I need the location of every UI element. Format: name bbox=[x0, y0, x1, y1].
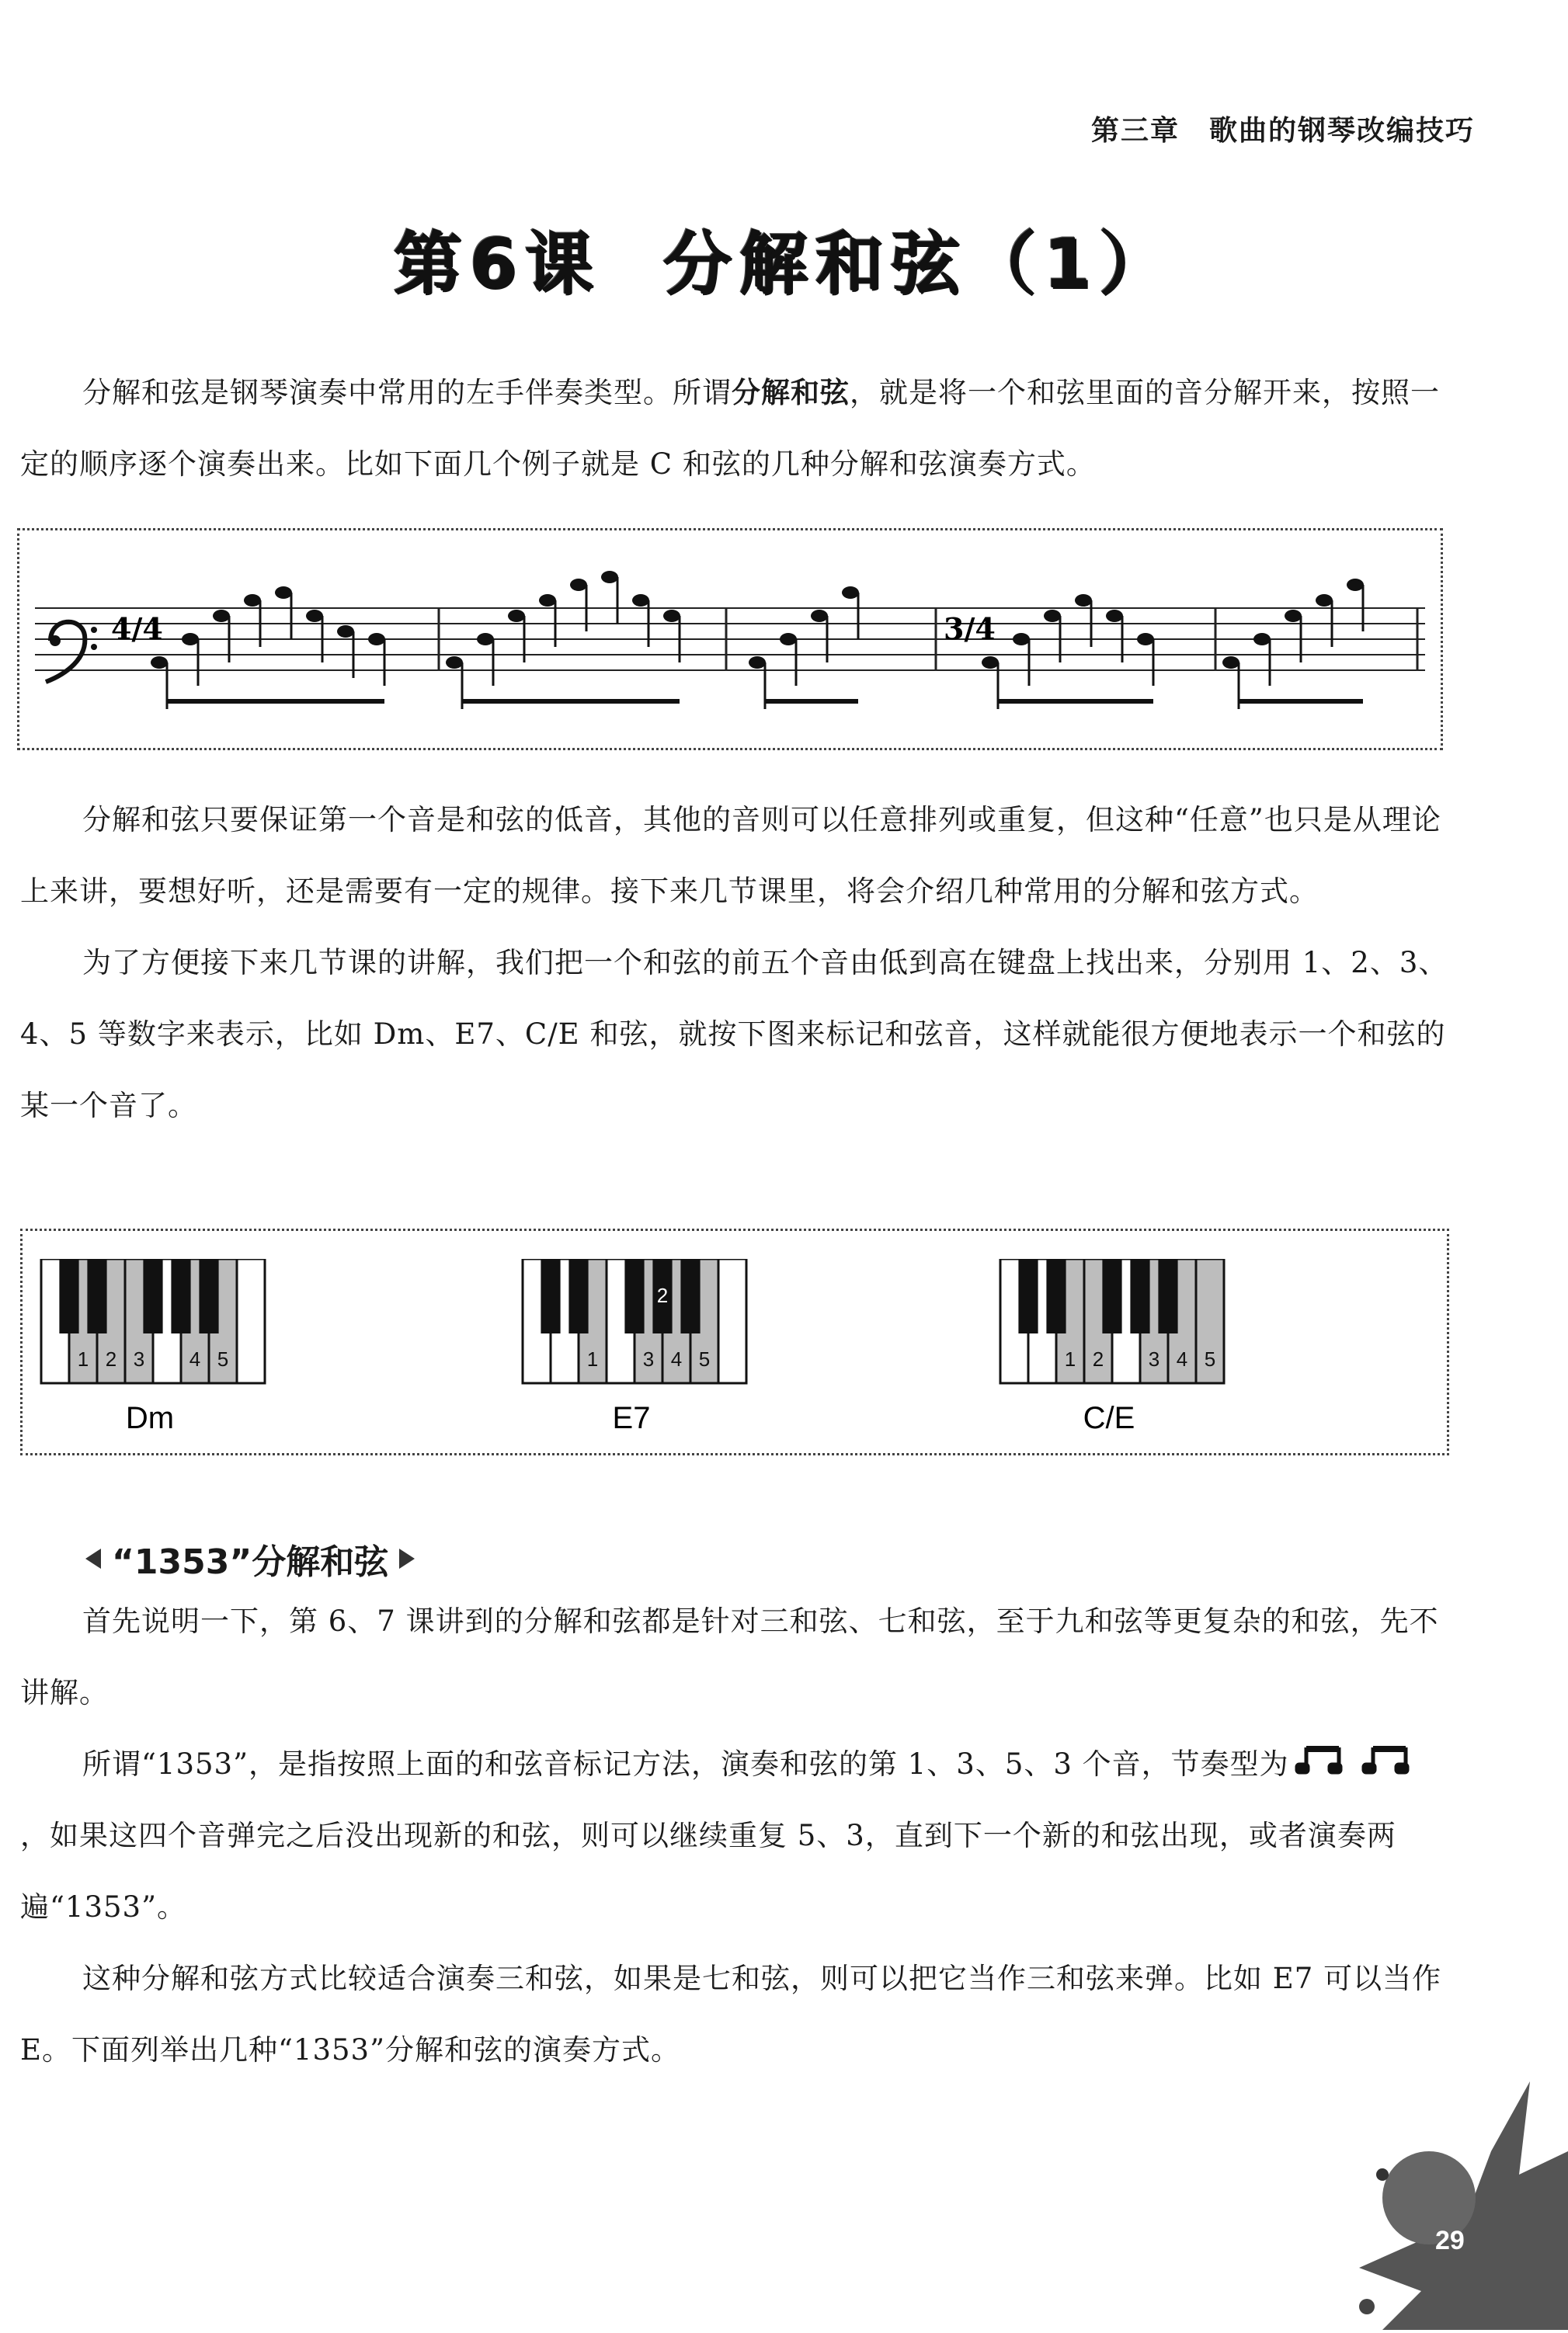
note-head bbox=[780, 633, 797, 645]
note-head bbox=[244, 594, 261, 607]
ink-splash-decoration bbox=[1336, 2081, 1568, 2330]
chord-tone-label: 2 bbox=[105, 1347, 117, 1371]
note-head bbox=[446, 656, 463, 669]
note-head bbox=[477, 633, 494, 645]
note-head bbox=[982, 656, 999, 669]
time-signature-top: 4/4 bbox=[111, 611, 163, 646]
chord-tone-label: 4 bbox=[189, 1347, 201, 1371]
chord-tone-label: 4 bbox=[1176, 1347, 1188, 1371]
note-head bbox=[213, 610, 230, 622]
chord-tone-label: 1 bbox=[77, 1347, 89, 1371]
paragraph-2: 分解和弦只要保证第一个音是和弦的低音，其他的音则可以任意排列或重复，但这种“任意”也只是从理论上来讲，要想好听，还是需要有一定的规律。接下来几节课里，将会介绍几种常用的分解和弦方式。 bbox=[20, 803, 1441, 908]
keyboard-dm bbox=[38, 1259, 269, 1445]
chord-tone-label: 3 bbox=[642, 1347, 655, 1371]
ink-splash-icon bbox=[1336, 2081, 1568, 2330]
time-signature-mid: 3/4 bbox=[944, 611, 996, 646]
note-head bbox=[1347, 579, 1364, 591]
section-body bbox=[20, 1586, 1449, 2086]
chord-name-label: C/E bbox=[1083, 1401, 1135, 1435]
lesson-topic: 分解和弦（1） bbox=[662, 224, 1175, 304]
triangle-right-icon bbox=[399, 1549, 415, 1569]
lesson-number: 第6课 bbox=[393, 224, 601, 304]
note-head bbox=[151, 656, 168, 669]
note-head bbox=[601, 571, 618, 583]
intro-bold-term: 分解和弦 bbox=[732, 376, 850, 409]
chord-tone-label: 1 bbox=[586, 1347, 599, 1371]
triangle-left-icon bbox=[85, 1549, 101, 1569]
note-head bbox=[1106, 610, 1123, 622]
note-head bbox=[632, 594, 649, 607]
lesson-title bbox=[0, 210, 1568, 308]
paragraph-5-a: 所谓“1353”，是指按照上面的和弦音标记方法，演奏和弦的第 1、3、5、3 个音，节奏型为 bbox=[82, 1747, 1289, 1781]
staff-lines bbox=[35, 608, 1425, 670]
keyboard-diagram-box bbox=[20, 1229, 1449, 1455]
note-head bbox=[1316, 594, 1333, 607]
intro-paragraph bbox=[20, 357, 1449, 500]
chord-tone-label: 3 bbox=[133, 1347, 145, 1371]
note-head bbox=[306, 610, 323, 622]
chord-tone-label: 1 bbox=[1064, 1347, 1076, 1371]
black-key bbox=[1018, 1259, 1038, 1333]
paragraph-4: 首先说明一下，第 6、7 课讲到的分解和弦都是针对三和弦、七和弦，至于九和弦等更复杂的和弦，先不讲解。 bbox=[20, 1605, 1439, 1709]
black-key bbox=[541, 1259, 560, 1333]
note-head bbox=[368, 633, 385, 645]
chord-tone-label: 2 bbox=[1092, 1347, 1104, 1371]
black-key bbox=[1130, 1259, 1149, 1333]
black-key bbox=[59, 1259, 78, 1333]
black-key bbox=[624, 1259, 644, 1333]
black-key bbox=[171, 1259, 190, 1333]
chord-tone-label: 2 bbox=[656, 1284, 669, 1307]
body-paragraphs bbox=[20, 784, 1449, 1142]
note-head bbox=[570, 579, 587, 591]
page-number: 29 bbox=[1435, 2226, 1465, 2255]
paragraph-5-b: ，如果这四个音弹完之后没出现新的和弦，则可以继续重复 5、3，直到下一个新的和弦出现，或者演奏两遍“1353”。 bbox=[20, 1819, 1396, 1924]
note-head bbox=[1285, 610, 1302, 622]
chord-tone-label: 4 bbox=[670, 1347, 683, 1371]
chord-name-label: E7 bbox=[612, 1401, 651, 1435]
paragraph-6: 这种分解和弦方式比较适合演奏三和弦，如果是七和弦，则可以把它当作三和弦来弹。比如 E7 可以当作 E。下面列举出几种“1353”分解和弦的演奏方式。 bbox=[20, 1962, 1442, 2067]
rhythm-icon bbox=[1294, 1743, 1418, 1780]
note-head bbox=[508, 610, 525, 622]
black-key bbox=[1046, 1259, 1066, 1333]
chord-name-label: Dm bbox=[125, 1401, 175, 1435]
bass-clef-icon bbox=[46, 622, 97, 682]
note-head bbox=[275, 586, 292, 599]
note-head bbox=[1013, 633, 1030, 645]
black-key bbox=[680, 1259, 700, 1333]
white-key bbox=[237, 1259, 265, 1383]
keyboard-c-e bbox=[997, 1259, 1229, 1445]
black-key bbox=[1158, 1259, 1177, 1333]
note-head bbox=[842, 586, 859, 599]
black-key bbox=[143, 1259, 162, 1333]
staff-example-box bbox=[17, 528, 1443, 750]
black-key bbox=[1102, 1259, 1121, 1333]
note-head bbox=[337, 625, 354, 638]
chord-tone-label: 5 bbox=[698, 1347, 711, 1371]
note-head bbox=[1222, 656, 1239, 669]
black-key bbox=[87, 1259, 106, 1333]
chord-tone-label: 3 bbox=[1148, 1347, 1160, 1371]
chord-tone-label: 5 bbox=[1204, 1347, 1216, 1371]
staff-notation bbox=[19, 530, 1441, 748]
note-head bbox=[749, 656, 766, 669]
section-title: “1353”分解和弦 bbox=[112, 1542, 389, 1582]
intro-text-a: 分解和弦是钢琴演奏中常用的左手伴奏类型。所谓 bbox=[82, 376, 732, 409]
black-key bbox=[199, 1259, 218, 1333]
note-head bbox=[1137, 633, 1154, 645]
intro-text-b: ，就是将一个和弦里面的音分解开来，按照一定的顺序逐个演奏出来。比如下面几个例子就是 C 和弦的几种分解和弦演奏方式。 bbox=[20, 376, 1440, 481]
paragraph-3: 为了方便接下来几节课的讲解，我们把一个和弦的前五个音由低到高在键盘上找出来，分别用 1、2、3、4、5 等数字来表示，比如 Dm、E7、C/E 和弦，就按下图来标记和弦音，这样就能很方便地表示一个和弦的某一个音了。 bbox=[20, 946, 1448, 1122]
paragraph-5 bbox=[20, 1729, 1449, 1943]
section-heading bbox=[85, 1534, 415, 1584]
running-head: 第三章 歌曲的钢琴改编技巧 bbox=[1090, 115, 1475, 147]
note-head bbox=[1253, 633, 1271, 645]
keyboard-e7 bbox=[520, 1259, 751, 1445]
note-head bbox=[811, 610, 828, 622]
note-head bbox=[1044, 610, 1061, 622]
note-head bbox=[539, 594, 556, 607]
chord-tone-label: 5 bbox=[217, 1347, 229, 1371]
white-key bbox=[718, 1259, 746, 1383]
black-key bbox=[568, 1259, 588, 1333]
note-head bbox=[1075, 594, 1092, 607]
note-head bbox=[663, 610, 680, 622]
note-head bbox=[182, 633, 199, 645]
